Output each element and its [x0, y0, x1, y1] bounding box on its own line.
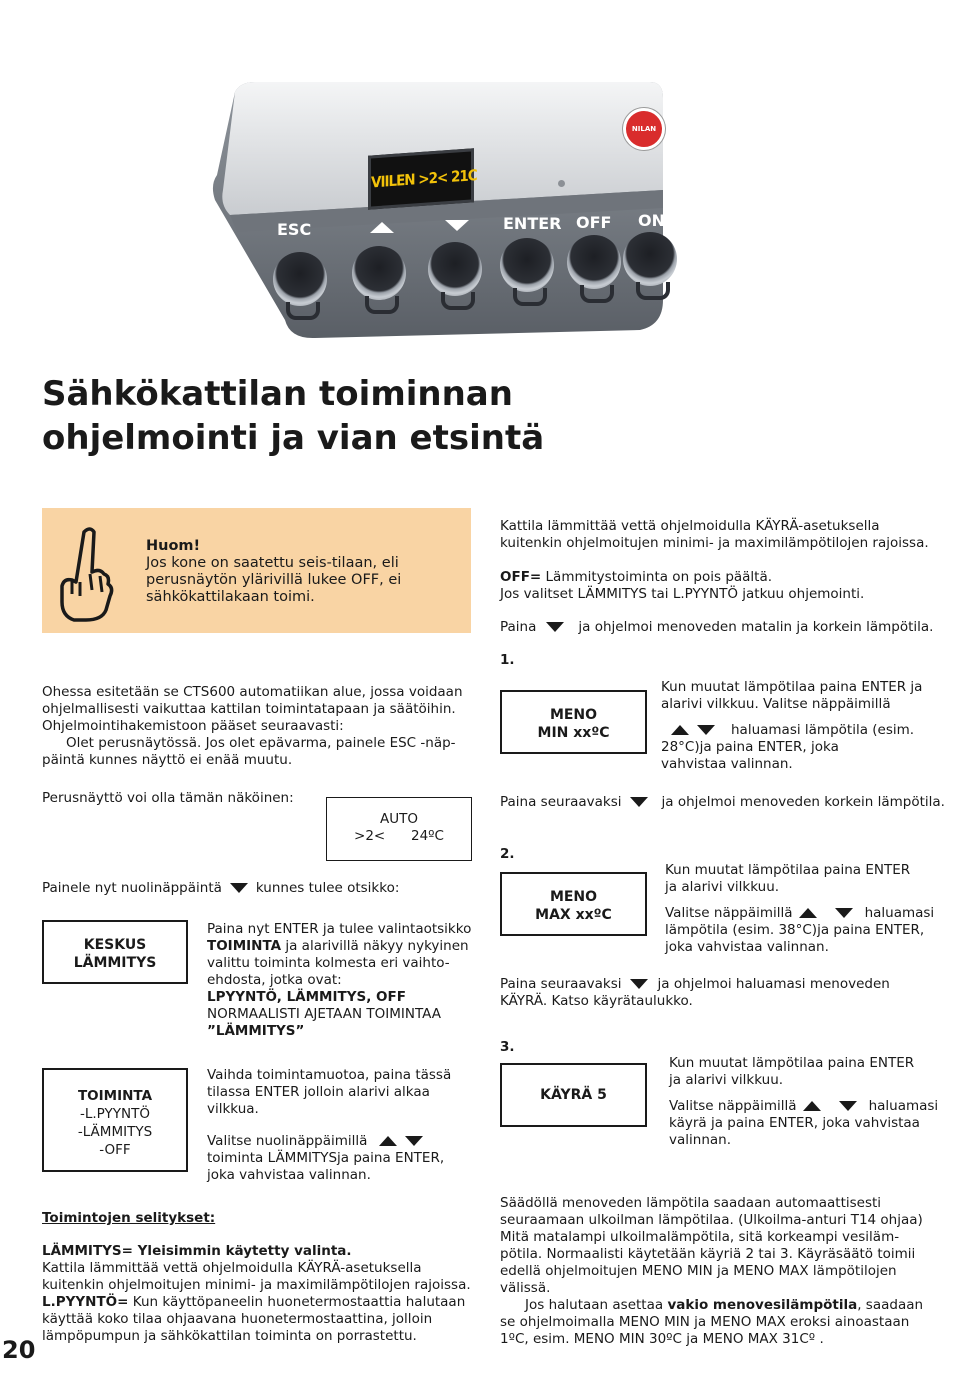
step-2-text: Kun muutat lämpötilaa paina ENTER ja alarivi vilkkuu. Valitse näppäimillä haluamasi lämpötila (esim. 38°C)ja paina ENTER, joka vahvistaa valinnan. — [665, 862, 935, 955]
up-arrow-icon — [799, 908, 817, 918]
lcd-text: VIILEN >2< 21C — [371, 166, 477, 192]
title-line-2: ohjelmointi ja vian etsintä — [42, 418, 545, 458]
note-line: perusnäytön ylärivillä lukee OFF, ei — [146, 572, 402, 588]
on-label: ON — [638, 211, 665, 230]
left-intro — [42, 684, 463, 769]
intro-line: Ohjelmointihakemistoon pääset seuraavasti: — [42, 718, 344, 734]
down-arrow-icon — [405, 1136, 423, 1146]
nilan-logo: NILAN — [623, 108, 665, 150]
step-2-next: Paina seuraavaksi ja ohjelmoi haluamasi menoveden KÄYRÄ. Katso käyrätaulukko. — [500, 976, 890, 1009]
note-text — [146, 538, 401, 606]
title-line-1: Sähkökattilan toiminnan — [42, 374, 513, 414]
intro-line: Olet perusnäytössä. Jos olet epävarma, painele ESC -näp- — [66, 735, 456, 751]
up-arrow-icon — [671, 725, 689, 735]
up-arrow-icon — [379, 1136, 397, 1146]
note-line: sähkökattilakaan toimi. — [146, 589, 315, 605]
led-indicator — [558, 180, 565, 187]
step-1-text: Kun muutat lämpötilaa paina ENTER ja alarivi vilkkuu. Valitse näppäimillä haluamasi lämpötila (esim. 28°C)ja paina ENTER, joka vahvistaa valinnan. — [661, 679, 923, 772]
on-button[interactable] — [623, 232, 677, 286]
press-arrow-line: Painele nyt nuolinäppäintä kunnes tulee otsikko: — [42, 880, 400, 896]
enter-label: ENTER — [503, 214, 562, 233]
down-arrow-icon — [630, 797, 648, 807]
note-heading: Huom! — [146, 538, 201, 554]
step-2-number: 2. — [500, 846, 515, 862]
intro-line: päintä kunnes näyttö ei enää muutu. — [42, 752, 293, 768]
meno-min-box: MENO MIN xxºC — [500, 690, 647, 754]
right-intro: Kattila lämmittää vettä ohjelmoidulla KÄYRÄ-asetuksella kuitenkin ohjelmoitujen minimi- ja maximilämpötilojen rajoissa. — [500, 518, 929, 551]
display-line-1: AUTO — [380, 811, 418, 827]
up-button[interactable] — [352, 246, 406, 300]
change-text: Vaihda toimintamuotoa, paina tässä tilassa ENTER jolloin alarivi alkaa vilkkua. — [207, 1067, 452, 1117]
control-panel-image — [195, 80, 665, 340]
select-text: Valitse nuolinäppäimillä toiminta LÄMMITYSja paina ENTER, joka vahvistaa valinnan. — [207, 1133, 445, 1183]
step-1-next: Paina seuraavaksi ja ohjelmoi menoveden korkein lämpötila. — [500, 794, 945, 810]
lcd-display — [368, 148, 477, 209]
explanations-heading: Toimintojen selitykset: — [42, 1210, 216, 1226]
off-label: OFF — [576, 213, 612, 232]
down-arrow-label-icon — [445, 220, 469, 231]
step-3-text: Kun muutat lämpötilaa paina ENTER ja alarivi vilkkuu. Valitse näppäimillä haluamasi käyrä ja paina ENTER, joka vahvistaa valinnan. — [669, 1055, 939, 1148]
meno-max-box: MENO MAX xxºC — [500, 872, 647, 936]
down-arrow-icon — [839, 1101, 857, 1111]
curve-paragraph: Säädöllä menoveden lämpötila saadaan automaattisesti seuraamaan ulkoilman lämpötilaa. (Ulkoilma-anturi T14 ohjaa) Mitä matalampi ulkoilmalämpötila, sitä korkeampi vesiläm- pötila. Normaalisti käytetään käyriä 2 tai 3. Käyräsäätö toimii edellä ohjelmoitujen MENO MIN ja MENO MAX lämpötilojen välissä. Jos halutaan asettaa vakio menovesilämpötila, saadaan se ohjelmoimalla MENO MIN ja MENO MAX eroksi ainoastaan 1ºC, esim. MENO MIN 30ºC ja MENO MAX 31Cº . — [500, 1195, 924, 1347]
intro-line: Ohessa esitetään se CTS600 automatiikan alue, jossa voidaan — [42, 684, 463, 700]
down-arrow-icon — [630, 979, 648, 989]
down-arrow-icon — [835, 908, 853, 918]
keskus-box: KESKUS LÄMMITYS — [42, 920, 188, 984]
pointing-hand-icon — [56, 524, 116, 624]
enter-button[interactable] — [500, 238, 554, 292]
explanations-text: LÄMMITYS= Yleisimmin käytetty valinta. Kattila lämmittää vettä ohjelmoidulla KÄYRÄ-asetuksella kuitenkin ohjelmoitujen minimi- ja maximilämpötilojen rajoissa. L.PYYNTÖ= Kun käyttöpaneelin huonetermostaattia halutaan käyttää koko tilaa ohjaavana huonetermostaattina, jolloin lämpöpumpun ja sähkökattilan toiminta on porrastettu. — [42, 1243, 471, 1344]
up-arrow-icon — [803, 1101, 821, 1111]
toiminta-box: TOIMINTA -L.PYYNTÖ -LÄMMITYS -OFF — [42, 1068, 188, 1172]
basic-display-box — [326, 797, 472, 861]
down-button[interactable] — [428, 242, 482, 296]
note-line: Jos kone on saatettu seis-tilaan, eli — [146, 555, 399, 571]
off-description: OFF= Lämmitystoiminta on pois päältä. Jos valitset LÄMMITYS tai L.PYYNTÖ jatkuu ohjemointi. — [500, 569, 865, 602]
down-arrow-icon — [546, 622, 564, 632]
off-button[interactable] — [567, 235, 621, 289]
step-3-number: 3. — [500, 1039, 515, 1055]
note-box — [42, 508, 471, 633]
page-title — [42, 372, 544, 460]
intro-line: ohjelmallisesti vaikuttaa kattilan toimintatapaan ja säätöihin. — [42, 701, 456, 717]
down-arrow-icon — [697, 725, 715, 735]
down-arrow-icon — [230, 883, 248, 893]
kayra-box: KÄYRÄ 5 — [500, 1063, 647, 1127]
page-number: 20 — [2, 1336, 36, 1364]
basic-display-label: Perusnäyttö voi olla tämän näköinen: — [42, 790, 294, 806]
step-1-number: 1. — [500, 652, 515, 668]
esc-label: ESC — [277, 220, 312, 239]
display-line-2: >2< 24ºC — [354, 828, 444, 844]
paina-line: Paina ja ohjelmoi menoveden matalin ja korkein lämpötila. — [500, 619, 934, 635]
esc-button[interactable] — [273, 252, 327, 306]
enter-text: Paina nyt ENTER ja tulee valintaotsikko TOIMINTA ja alarivillä näkyy nykyinen valittu toiminta kolmesta eri vaihto- ehdosta, jotka ovat: LPYYNTÖ, LÄMMITYS, OFF NORMAALISTI AJETAAN TOIMINTAA ”LÄMMITYS” — [207, 921, 472, 1039]
up-arrow-label-icon — [370, 222, 394, 233]
